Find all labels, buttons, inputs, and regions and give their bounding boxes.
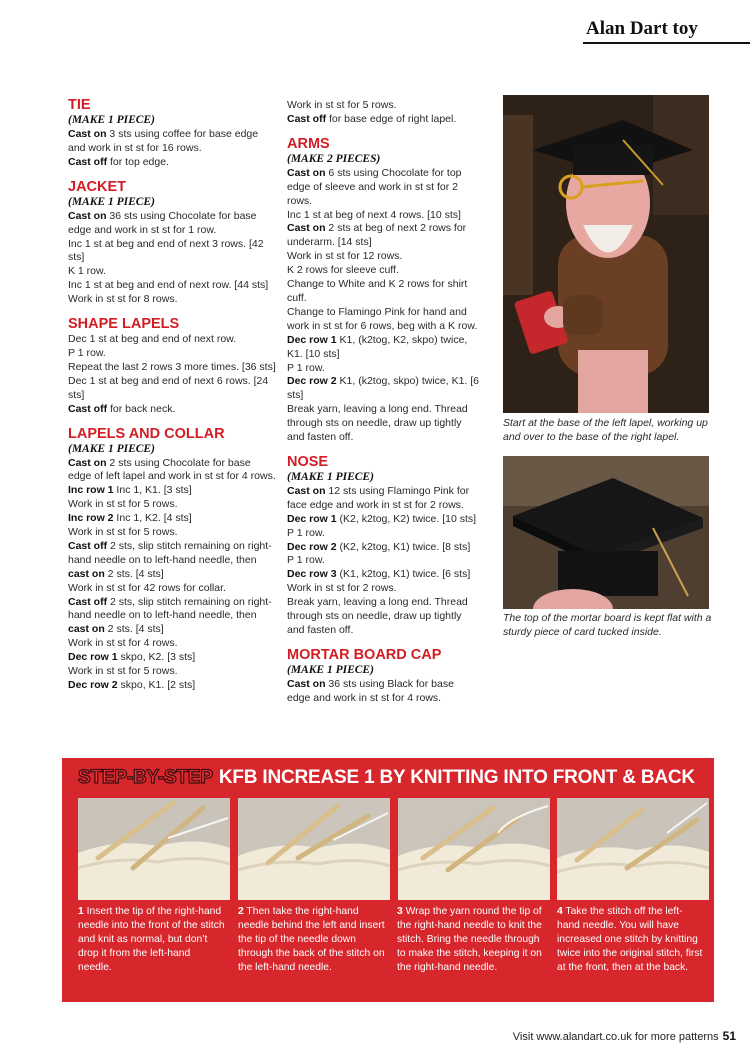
- instruction-line: Work in st st for 2 rows.: [287, 582, 397, 595]
- step-1-text: 1 Insert the tip of the right-hand needle into the front of the stitch and knit as normal, but don’t drop it from the left-hand needle.: [78, 906, 225, 973]
- instruction-line: Cast on 2 sts using Chocolate for base edge of left lapel and work in st st for 4 rows.: [68, 456, 276, 483]
- section-subtitle-tie: (MAKE 1 PIECE): [68, 114, 155, 126]
- instruction-line: P 1 row.: [287, 554, 325, 567]
- step-3-text: 3 Wrap the yarn round the tip of the right-hand needle to knit the stitch. Bring the needle through to make the stitch, keeping it on the right-hand needle.: [397, 906, 542, 973]
- instruction-line: K 1 row.: [68, 265, 106, 278]
- instruction-line: Cast off for base edge of right lapel.: [287, 112, 457, 125]
- instruction-line: Work in st st for 4 rows.: [68, 637, 178, 650]
- step-4-photo: [557, 798, 709, 900]
- instruction-line: Cast on 36 sts using Black for base edge and work in st st for 4 rows.: [287, 677, 454, 704]
- mortar-board-photo: [503, 456, 709, 609]
- instruction-line: Dec row 1 (K2, k2tog, K2) twice. [10 sts]: [287, 512, 477, 525]
- instruction-line: Dec 1 st at beg and end of next row.: [68, 333, 237, 346]
- instruction-line: Inc row 1 Inc 1, K1. [3 sts]: [68, 484, 192, 497]
- magazine-section-title: Alan Dart toy: [586, 18, 698, 39]
- instruction-line: K 2 rows for sleeve cuff.: [287, 264, 399, 277]
- instruction-line: Dec row 1 skpo, K2. [3 sts]: [68, 651, 196, 664]
- knitting-needles-illustration: [78, 798, 230, 900]
- instruction-line: Dec row 2 K1, (k2tog, skpo) twice, K1. [6 sts]: [287, 375, 480, 402]
- step-4-text: 4 Take the stitch off the left-hand needle. You will have increased one stitch by knitting twice into the original stitch, first at the front, then at the back.: [557, 906, 703, 973]
- instruction-line: Dec row 2 skpo, K1. [2 sts]: [68, 679, 196, 691]
- instruction-line: P 1 row.: [68, 346, 106, 359]
- instruction-line: Cast on 6 sts using Chocolate for top edge of sleeve and work in st st for 2 rows.: [287, 166, 462, 207]
- step-1-photo: [78, 798, 230, 900]
- pattern-column-1: [68, 97, 276, 693]
- instruction-line: Cast on 12 sts using Flamingo Pink for face edge and work in st st for 2 rows.: [287, 484, 470, 511]
- step-by-step-label: STEP-BY-STEP: [78, 767, 213, 788]
- instruction-line: Cast on 36 sts using Chocolate for base edge and work in st st for 1 row.: [68, 209, 257, 236]
- section-title-lapels-collar: LAPELS AND COLLAR: [68, 425, 225, 442]
- page-number: 51: [722, 1029, 736, 1043]
- section-title-jacket: JACKET: [68, 178, 127, 195]
- section-title-mortar-board-cap: MORTAR BOARD CAP: [287, 646, 442, 663]
- knitting-needles-illustration: [557, 798, 709, 900]
- photo-caption-mortar-board: The top of the mortar board is kept flat with a sturdy piece of card tucked inside.: [503, 612, 712, 638]
- instruction-line: Cast on 2 sts at beg of next 2 rows for underarm. [14 sts]: [287, 222, 467, 249]
- instruction-line: Inc 1 st at beg and end of next 3 rows. [42 sts]: [68, 237, 264, 264]
- instruction-line: Work in st st for 42 rows for collar.: [68, 581, 226, 594]
- instruction-line: Work in st st for 5 rows.: [68, 526, 178, 539]
- step-by-step-title: [78, 766, 695, 790]
- header-rule: [583, 42, 750, 44]
- section-title-shape-lapels: SHAPE LAPELS: [68, 316, 180, 333]
- instruction-line: Work in st st for 5 rows.: [68, 665, 178, 678]
- toy-professor-photo: [503, 95, 709, 413]
- instruction-line: Work in st st for 5 rows.: [68, 498, 178, 511]
- instruction-line: P 1 row.: [287, 526, 325, 539]
- instruction-line: Change to Flamingo Pink for hand and work in st st for 6 rows, beg with a K row.: [287, 305, 478, 332]
- instruction-line: Inc 1 st at beg of next 4 rows. [10 sts]: [287, 208, 461, 221]
- instruction-line: Break yarn, leaving a long end. Thread through sts on needle, draw up tightly and fasten off.: [287, 596, 468, 636]
- instruction-line: Work in st st for 12 rows.: [287, 250, 403, 263]
- pattern-column-2: [287, 99, 479, 706]
- step-2-text: 2 Then take the right-hand needle behind the left and insert the tip of the needle down through the back of the stitch on the left-hand needle.: [238, 906, 385, 973]
- page-footer: [513, 1029, 736, 1043]
- instruction-line: Work in st st for 8 rows.: [68, 293, 178, 306]
- step-2-photo: [238, 798, 390, 900]
- section-subtitle-mortar-board-cap: (MAKE 1 PIECE): [287, 663, 374, 676]
- instruction-line: Dec row 3 (K1, k2tog, K1) twice. [6 sts]: [287, 568, 471, 581]
- step-3-photo: [398, 798, 550, 900]
- instruction-line: Change to White and K 2 rows for shirt cuff.: [287, 278, 468, 304]
- section-title-nose: NOSE: [287, 453, 329, 470]
- instruction-line: Cast off for back neck.: [68, 402, 176, 415]
- instruction-line: Cast off for top edge.: [68, 155, 169, 168]
- instruction-line: Work in st st for 5 rows.: [287, 99, 397, 111]
- instruction-line: Break yarn, leaving a long end. Thread through sts on needle, draw up tightly and fasten off.: [287, 403, 468, 444]
- instruction-line: Cast on 3 sts using coffee for base edge and work in st st for 16 rows.: [68, 128, 259, 154]
- section-subtitle-jacket: (MAKE 1 PIECE): [68, 195, 155, 208]
- instruction-line: Dec row 1 K1, (k2tog, K2, skpo) twice, K1. [10 sts]: [287, 333, 468, 360]
- instruction-line: Dec 1 st at beg and end of next 6 rows. [24 sts]: [68, 374, 269, 401]
- knitting-needles-illustration: [398, 798, 550, 900]
- instruction-line: Cast off 2 sts, slip stitch remaining on right-hand needle on to left-hand needle, then cast on 2 sts. [4 sts]: [68, 539, 272, 580]
- instruction-line: Repeat the last 2 rows 3 more times. [36 sts]: [68, 360, 276, 373]
- instruction-line: Inc 1 st at beg and end of next row. [44 sts]: [68, 279, 269, 292]
- kfb-label: KFB: [218, 767, 258, 788]
- section-subtitle-lapels-collar: (MAKE 1 PIECE): [68, 442, 155, 455]
- technique-title: INCREASE 1 BY KNITTING INTO FRONT & BACK: [262, 767, 695, 788]
- toy-professor-illustration: [503, 95, 709, 413]
- instruction-line: Inc row 2 Inc 1, K2. [4 sts]: [68, 512, 192, 525]
- section-subtitle-nose: (MAKE 1 PIECE): [287, 470, 374, 483]
- instruction-line: Dec row 2 (K2, k2tog, K1) twice. [8 sts]: [287, 540, 471, 553]
- mortar-board-illustration: [503, 456, 709, 609]
- instruction-line: P 1 row.: [287, 361, 325, 374]
- section-title-tie: TIE: [68, 97, 91, 113]
- section-title-arms: ARMS: [287, 135, 330, 152]
- instruction-line: Cast off 2 sts, slip stitch remaining on right-hand needle on to left-hand needle, then cast on 2 sts. [4 sts]: [68, 595, 272, 636]
- footer-text: Visit www.alandart.co.uk for more patterns: [512, 1031, 719, 1043]
- section-subtitle-arms: (MAKE 2 PIECES): [287, 152, 381, 165]
- knitting-needles-illustration: [238, 798, 390, 900]
- photo-caption-lapel: Start at the base of the left lapel, working up and over to the base of the right lapel.: [503, 417, 708, 443]
